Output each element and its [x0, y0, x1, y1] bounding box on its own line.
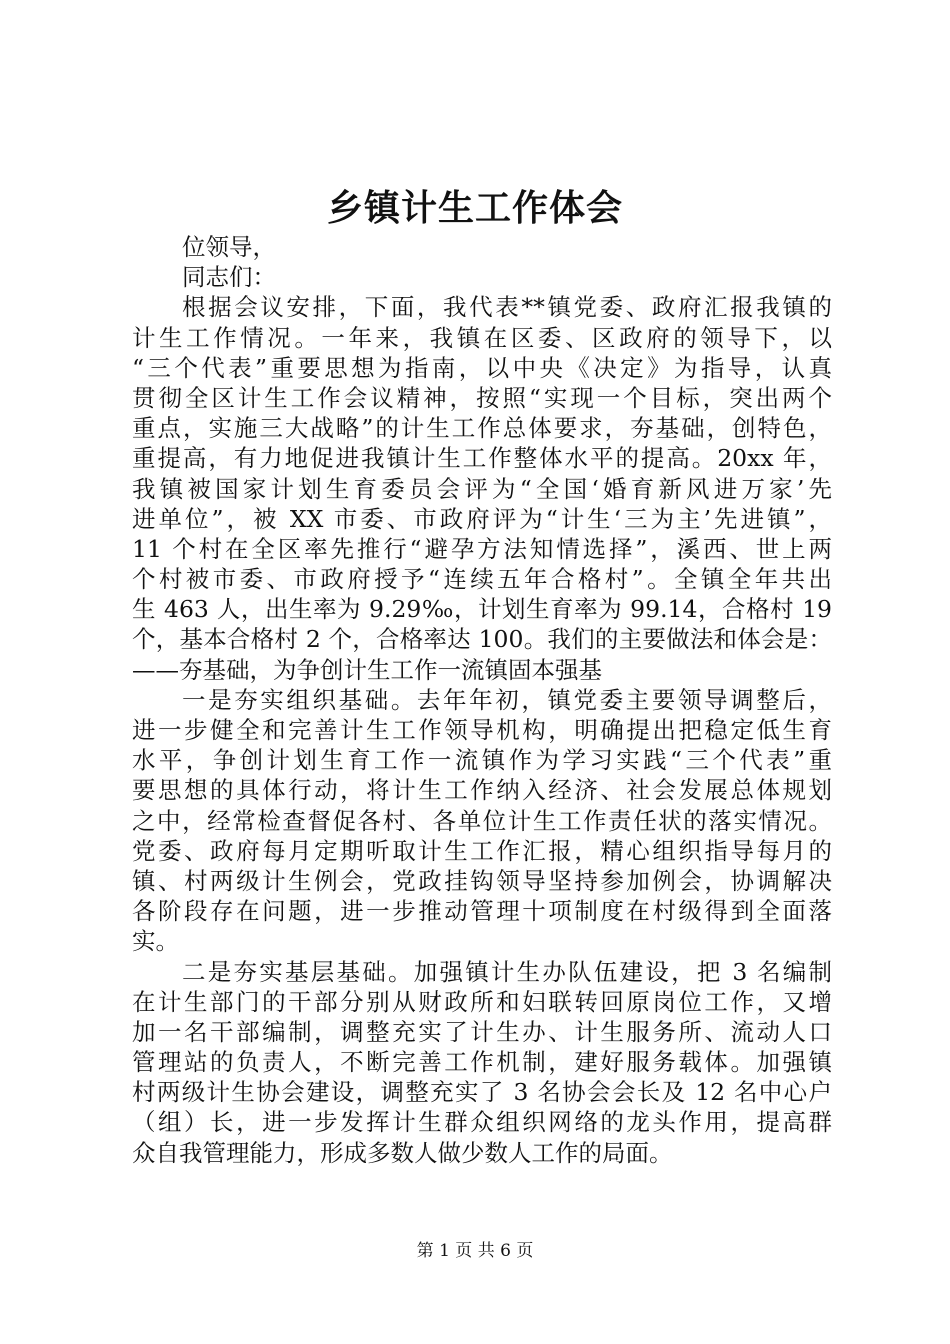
paragraph-line: 村两级计生协会建设，调整充实了 3 名协会会长及 12 名中心户 [132, 1078, 832, 1107]
section-heading: ——夯基础，为争创计生工作一流镇固本强基 [132, 655, 602, 684]
paragraph-line: （组）长，进一步发挥计生群众组织网络的龙头作用，提高群 [132, 1108, 832, 1137]
paragraph-line: 实。 [132, 927, 179, 956]
paragraph-line: 之中，经常检查督促各村、各单位计生工作责任状的落实情况。 [132, 806, 832, 835]
paragraph-line: 在计生部门的干部分别从财政所和妇联转回原岗位工作，又增 [132, 987, 832, 1016]
salutation-line: 位领导， [182, 233, 276, 261]
paragraph-line: 党委、政府每月定期听取计生工作汇报，精心组织指导每月的 [132, 836, 832, 865]
paragraph-line: 计生工作情况。一年来，我镇在区委、区政府的领导下，以 [132, 323, 832, 352]
document-body [132, 232, 832, 1168]
paragraph-line: 进一步健全和完善计生工作领导机构，明确提出把稳定低生育 [132, 716, 832, 744]
paragraph-line: 要思想的具体行动，将计生工作纳入经济、社会发展总体规划 [132, 776, 832, 805]
paragraph-line: 一是夯实组织基础。去年年初，镇党委主要领导调整后， [182, 685, 832, 714]
salutation-line: 同志们： [182, 263, 276, 292]
paragraph-line: 进单位”，被 XX 市委、市政府评为“计生‘三为主’先进镇”， [132, 504, 832, 533]
paragraph-line: 管理站的负责人，不断完善工作机制，建好服务载体。加强镇 [132, 1048, 832, 1077]
paragraph-line: 贯彻全区计生工作会议精神，按照“实现一个目标，突出两个 [132, 383, 832, 412]
paragraph-line: 水平，争创计划生育工作一流镇作为学习实践“三个代表”重 [132, 746, 832, 775]
paragraph-line: 重点，实施三大战略”的计生工作总体要求，夯基础，创特色， [132, 414, 832, 443]
paragraph-line: 众自我管理能力，形成多数人做少数人工作的局面。 [132, 1138, 673, 1167]
paragraph-line: 加一名干部编制，调整充实了计生办、计生服务所、流动人口 [132, 1017, 832, 1046]
paragraph-line: 二是夯实基层基础。加强镇计生办队伍建设，把 3 名编制 [182, 957, 832, 986]
paragraph-line: 个村被市委、市政府授予“连续五年合格村”。全镇全年共出 [132, 565, 832, 594]
paragraph-line: 镇、村两级计生例会，党政挂钩领导坚持参加例会，协调解决 [132, 866, 832, 895]
document-title: 乡镇计生工作体会 [326, 187, 623, 229]
paragraph-line: 生 463 人，出生率为 9.29‰，计划生育率为 99.14，合格村 19 [132, 595, 832, 624]
paragraph-line: “三个代表”重要思想为指南，以中央《决定》为指导，认真 [132, 353, 832, 382]
paragraph-line: 11 个村在全区率先推行“避孕方法知情选择”，溪西、世上两 [132, 534, 832, 563]
paragraph-line: 个，基本合格村 2 个，合格率达 100。我们的主要做法和体会是： [132, 625, 832, 654]
paragraph-line: 各阶段存在问题，进一步推动管理十项制度在村级得到全面落 [132, 897, 832, 926]
paragraph-line: 我镇被国家计划生育委员会评为“全国‘婚育新风进万家’先 [132, 474, 832, 503]
page-number-footer: 第 1 页 共 6 页 [416, 1241, 534, 1261]
paragraph-line: 根据会议安排，下面，我代表**镇党委、政府汇报我镇的 [182, 293, 832, 322]
paragraph-line: 重提高，有力地促进我镇计生工作整体水平的提高。20xx 年， [132, 444, 832, 473]
